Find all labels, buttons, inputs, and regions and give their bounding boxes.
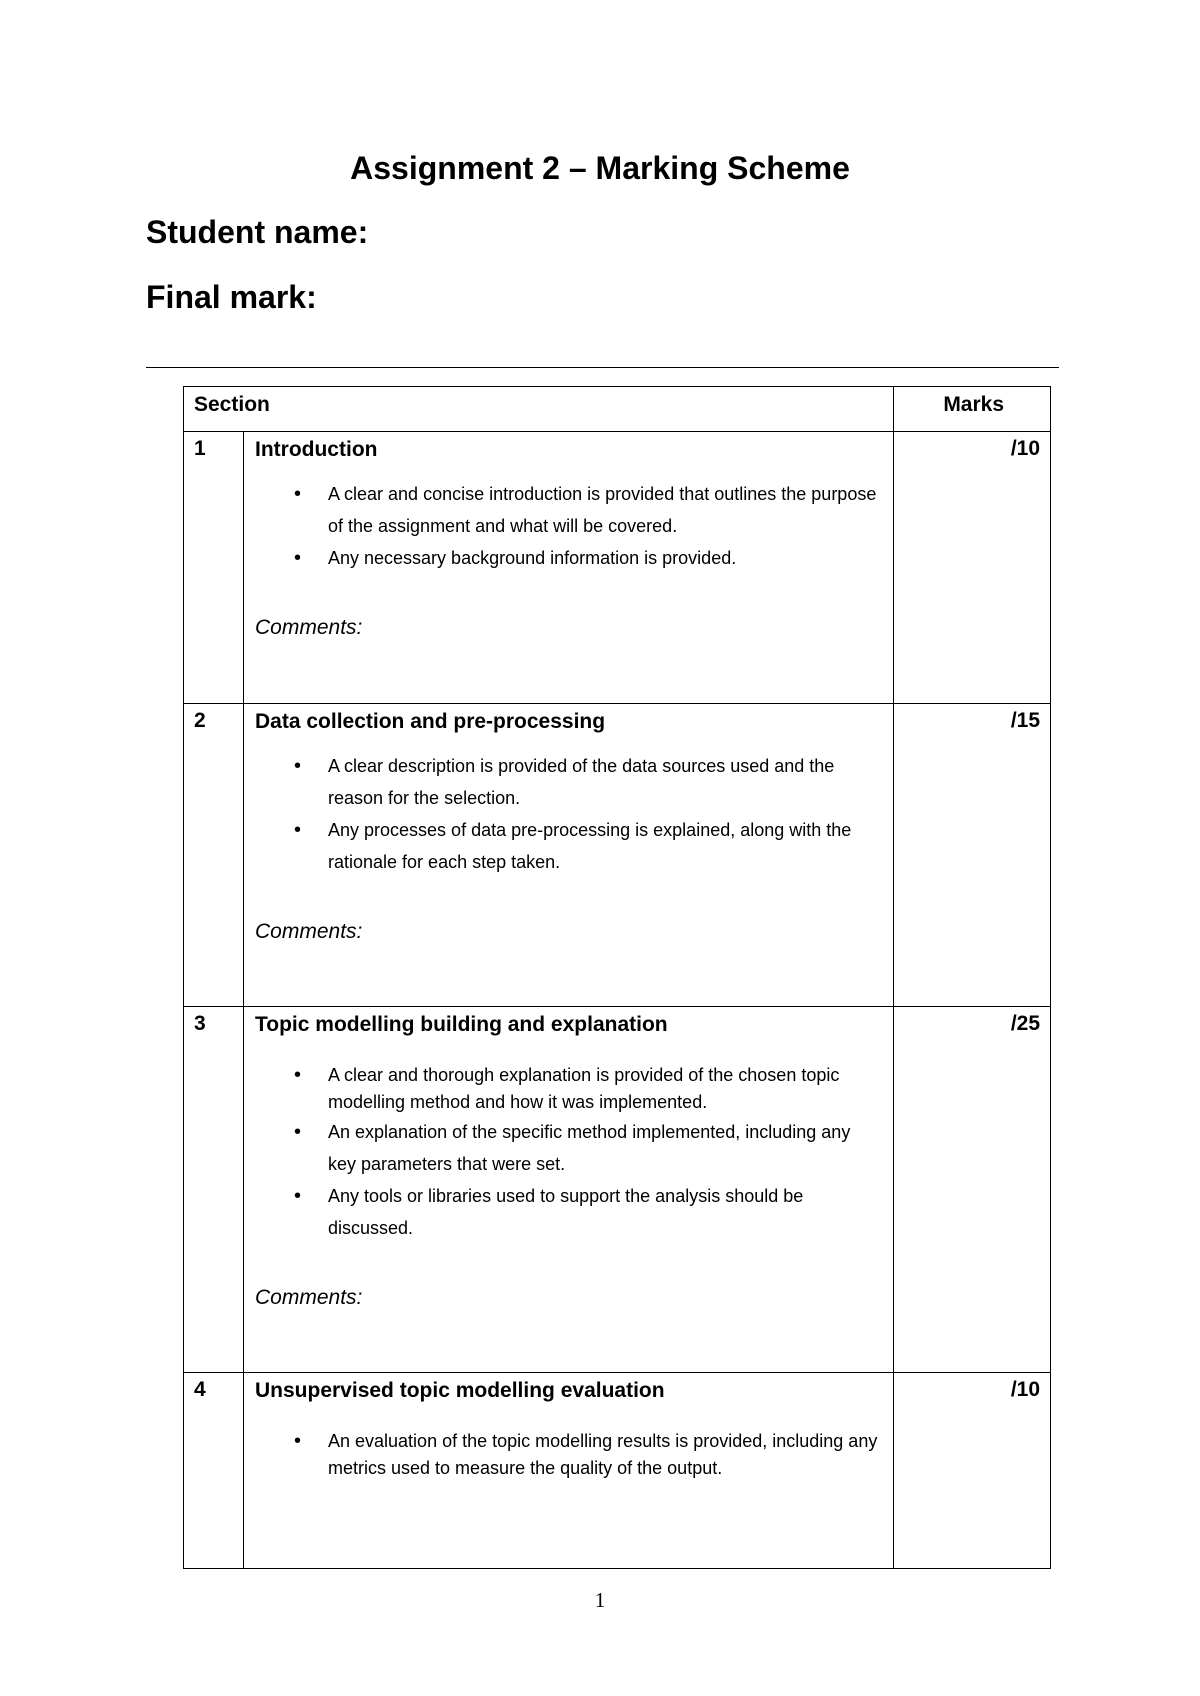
bullet-icon: • [294, 1121, 302, 1143]
bullet-icon: • [294, 819, 302, 841]
list-item: • An explanation of the specific method implemented, including any key parameters that were set. [328, 1116, 883, 1180]
section-title: Introduction [255, 438, 378, 461]
list-item: • A clear and concise introduction is provided that outlines the purpose of the assignment and what will be covered. [328, 478, 883, 542]
section-number: 1 [184, 432, 244, 704]
table-row [184, 1373, 1051, 1569]
criteria-list [255, 1428, 883, 1482]
section-marks: /25 [894, 1007, 1051, 1373]
document-title: Assignment 2 – Marking Scheme [350, 150, 850, 186]
section-number: 4 [184, 1373, 244, 1569]
list-item: • A clear description is provided of the data sources used and the reason for the selection. [328, 750, 883, 814]
table-row [184, 704, 1051, 1007]
bullet-icon: • [294, 483, 302, 505]
list-item: • Any necessary background information is provided. [328, 542, 883, 574]
criteria-list [255, 750, 883, 878]
section-title: Unsupervised topic modelling evaluation [255, 1379, 665, 1402]
list-item: • An evaluation of the topic modelling results is provided, including any metrics used to measure the quality of the output. [294, 1430, 878, 1478]
page-number: 1 [594, 1588, 606, 1612]
bullet-icon: • [294, 547, 302, 569]
final-mark-label: Final mark: [146, 279, 317, 315]
table-row [184, 1007, 1051, 1373]
section-content [244, 1373, 894, 1569]
table-row [184, 432, 1051, 704]
section-title: Topic modelling building and explanation [255, 1013, 668, 1036]
section-marks: /10 [894, 432, 1051, 704]
list-item: • A clear and thorough explanation is provided of the chosen topic modelling method and how it was implemented. [294, 1064, 840, 1112]
list-item: • Any tools or libraries used to support the analysis should be discussed. [328, 1180, 883, 1244]
horizontal-divider [146, 367, 1059, 368]
bullet-icon: • [294, 1064, 302, 1086]
bullet-icon: • [294, 755, 302, 777]
table-header-row [184, 387, 1051, 432]
comments-label: Comments: [255, 616, 363, 639]
marking-scheme-table [183, 386, 1051, 1569]
header-marks: Marks [894, 387, 1051, 432]
section-content [244, 432, 894, 704]
section-content [244, 704, 894, 1007]
section-number: 2 [184, 704, 244, 1007]
list-item: • Any processes of data pre-processing is explained, along with the rationale for each step taken. [328, 814, 883, 878]
comments-label: Comments: [255, 920, 363, 943]
criteria-list [255, 478, 883, 574]
bullet-icon: • [294, 1430, 302, 1452]
comments-label: Comments: [255, 1286, 363, 1309]
section-marks: /10 [894, 1373, 1051, 1569]
criteria-list [255, 1062, 883, 1244]
section-number: 3 [184, 1007, 244, 1373]
bullet-icon: • [294, 1185, 302, 1207]
header-section: Section [184, 387, 894, 432]
section-content [244, 1007, 894, 1373]
student-name-label: Student name: [146, 214, 369, 250]
section-title: Data collection and pre-processing [255, 710, 606, 733]
section-marks: /15 [894, 704, 1051, 1007]
